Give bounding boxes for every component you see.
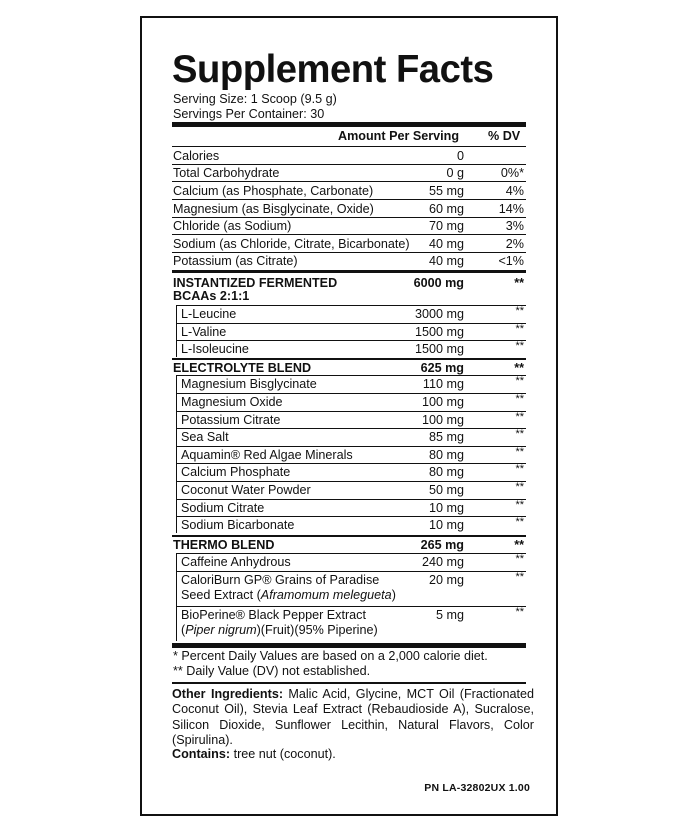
ingredient-amount: 100 mg xyxy=(421,413,464,427)
ingredient-dv: ** xyxy=(515,571,524,583)
sub-row-rule xyxy=(177,553,526,554)
sub-row-rule xyxy=(177,446,526,447)
sub-indent-line xyxy=(176,375,177,533)
ingredient-amount: 80 mg xyxy=(428,448,464,462)
rule xyxy=(172,146,526,147)
servings-per-container: Servings Per Container: 30 xyxy=(173,107,325,121)
nutrient-amount: 0 xyxy=(456,149,464,163)
ingredient-name-line1: CaloriBurn GP® Grains of Paradise xyxy=(181,573,380,587)
ingredient-amount: 85 mg xyxy=(428,430,464,444)
other-ingredients xyxy=(172,687,534,748)
sub-row-rule xyxy=(177,516,526,517)
nutrient-dv: 2% xyxy=(505,237,524,251)
ingredient-dv: ** xyxy=(515,446,524,458)
ingredient-name-part: ) xyxy=(391,588,396,602)
sub-indent-line xyxy=(176,553,177,641)
ingredient-amount: 20 mg xyxy=(428,573,464,587)
electrolyte-blend-name: ELECTROLYTE BLEND xyxy=(173,361,312,375)
rule-ingredients xyxy=(172,682,526,684)
dv-header: % DV xyxy=(488,129,521,143)
row-rule xyxy=(172,252,526,253)
ingredient-dv: ** xyxy=(515,463,524,475)
ingredient-amount: 3000 mg xyxy=(414,307,464,321)
contains xyxy=(172,747,534,762)
row-rule xyxy=(172,234,526,235)
thermo-blend-dv: ** xyxy=(514,538,524,552)
ingredient-latin-name: Aframomum melegueta xyxy=(260,588,392,602)
nutrient-amount: 40 mg xyxy=(428,254,464,268)
footnote-not-established: ** Daily Value (DV) not established. xyxy=(173,664,371,678)
part-number: PN LA-32802UX 1.00 xyxy=(424,782,530,794)
ingredient-amount: 1500 mg xyxy=(414,325,464,339)
sub-indent-line xyxy=(176,305,177,357)
nutrient-dv: 4% xyxy=(505,184,524,198)
thick-rule-bcaa xyxy=(172,270,526,273)
nutrient-dv: 14% xyxy=(498,202,524,216)
nutrient-name: Chloride (as Sodium) xyxy=(173,219,292,233)
other-ingredients-label: Other Ingredients: xyxy=(172,687,284,701)
ingredient-amount: 5 mg xyxy=(436,608,464,622)
sub-row-rule xyxy=(177,340,526,341)
ingredient-amount: 1500 mg xyxy=(414,342,464,356)
nutrient-amount: 60 mg xyxy=(428,202,464,216)
sub-row-rule xyxy=(177,375,526,376)
row-rule xyxy=(172,217,526,218)
serving-size: Serving Size: 1 Scoop (9.5 g) xyxy=(173,92,337,106)
nutrient-amount: 0 g xyxy=(446,166,464,180)
nutrient-name: Total Carbohydrate xyxy=(173,166,280,180)
ingredient-name: Potassium Citrate xyxy=(181,413,281,427)
sub-row-rule xyxy=(177,481,526,482)
rule xyxy=(172,535,526,537)
nutrient-name: Calories xyxy=(173,149,220,163)
sub-row-rule xyxy=(177,393,526,394)
ingredient-dv: ** xyxy=(515,375,524,387)
sub-row-rule xyxy=(177,323,526,324)
bcaa-blend-amount: 6000 mg xyxy=(413,276,464,290)
ingredient-name: L-Isoleucine xyxy=(181,342,249,356)
ingredient-amount: 50 mg xyxy=(428,483,464,497)
ingredient-dv: ** xyxy=(515,411,524,423)
footnote-dv: * Percent Daily Values are based on a 2,000 calorie diet. xyxy=(173,649,488,663)
nutrient-dv: 0%* xyxy=(500,166,524,180)
nutrient-dv: <1% xyxy=(498,254,524,268)
sub-row-rule xyxy=(177,499,526,500)
sub-row-rule xyxy=(177,606,526,607)
ingredient-name: L-Valine xyxy=(181,325,227,339)
electrolyte-blend-dv: ** xyxy=(514,361,524,375)
ingredient-name: Coconut Water Powder xyxy=(181,483,311,497)
ingredient-name-line1: BioPerine® Black Pepper Extract xyxy=(181,608,366,622)
ingredient-dv: ** xyxy=(515,340,524,352)
ingredient-dv: ** xyxy=(515,553,524,565)
ingredient-name: Magnesium Bisglycinate xyxy=(181,377,317,391)
ingredient-name-part: ( xyxy=(181,623,186,637)
ingredient-amount: 10 mg xyxy=(428,518,464,532)
ingredient-name: Sodium Citrate xyxy=(181,501,265,515)
ingredient-dv: ** xyxy=(515,516,524,528)
ingredient-amount: 100 mg xyxy=(421,395,464,409)
nutrient-amount: 55 mg xyxy=(428,184,464,198)
ingredient-dv: ** xyxy=(515,305,524,317)
thick-rule-top xyxy=(172,122,526,127)
ingredient-dv: ** xyxy=(515,323,524,335)
ingredient-name: Magnesium Oxide xyxy=(181,395,283,409)
sub-row-rule xyxy=(177,571,526,572)
ingredient-amount: 240 mg xyxy=(421,555,464,569)
ingredient-amount: 110 mg xyxy=(422,377,464,391)
ingredient-dv: ** xyxy=(515,393,524,405)
bcaa-blend-name-2: BCAAs 2:1:1 xyxy=(173,289,250,303)
ingredient-name-part: )(Fruit)(95% Piperine) xyxy=(256,623,378,637)
bcaa-blend-name: INSTANTIZED FERMENTED xyxy=(173,276,338,290)
electrolyte-blend-amount: 625 mg xyxy=(420,361,464,375)
nutrient-amount: 40 mg xyxy=(428,237,464,251)
row-rule xyxy=(172,181,526,182)
thick-rule-footnotes xyxy=(172,643,526,648)
sub-row-rule xyxy=(177,305,526,306)
ingredient-name: L-Leucine xyxy=(181,307,237,321)
amount-header: Amount Per Serving xyxy=(338,129,460,143)
other-ingredients-text: Malic Acid, Glycine, MCT Oil (Fractionated Coconut Oil), Stevia Leaf Extract (Rebaudioside A), Sucralose, Silicon Dioxide, Sunflower Lecithin, Natural Flavors, Color (Spirulina). xyxy=(172,687,534,747)
sub-row-rule xyxy=(177,428,526,429)
sub-row-rule xyxy=(177,411,526,412)
nutrient-name: Potassium (as Citrate) xyxy=(173,254,298,268)
nutrient-name: Magnesium (as Bisglycinate, Oxide) xyxy=(173,202,374,216)
sub-row-rule xyxy=(177,463,526,464)
ingredient-name: Sodium Bicarbonate xyxy=(181,518,295,532)
label-title: Supplement Facts xyxy=(172,48,494,91)
nutrient-amount: 70 mg xyxy=(428,219,464,233)
bcaa-blend-dv: ** xyxy=(514,276,524,290)
ingredient-amount: 80 mg xyxy=(428,465,464,479)
row-rule xyxy=(172,164,526,165)
ingredient-name: Calcium Phosphate xyxy=(181,465,291,479)
ingredient-latin-name: Piper nigrum xyxy=(185,623,257,637)
contains-label: Contains: xyxy=(172,747,231,761)
nutrient-dv: 3% xyxy=(505,219,524,233)
nutrient-name: Sodium (as Chloride, Citrate, Bicarbonate) xyxy=(173,237,410,251)
rule xyxy=(172,358,526,360)
contains-text: tree nut (coconut). xyxy=(233,747,336,761)
ingredient-name: Aquamin® Red Algae Minerals xyxy=(181,448,353,462)
thermo-blend-name: THERMO BLEND xyxy=(173,538,275,552)
ingredient-name-part: Seed Extract ( xyxy=(181,588,261,602)
ingredient-amount: 10 mg xyxy=(428,501,464,515)
ingredient-name-line2 xyxy=(181,624,378,637)
ingredient-dv: ** xyxy=(515,428,524,440)
ingredient-name: Sea Salt xyxy=(181,430,229,444)
ingredient-dv: ** xyxy=(515,481,524,493)
nutrient-name: Calcium (as Phosphate, Carbonate) xyxy=(173,184,374,198)
ingredient-dv: ** xyxy=(515,499,524,511)
thermo-blend-amount: 265 mg xyxy=(420,538,464,552)
ingredient-name-line2 xyxy=(181,589,396,602)
row-rule xyxy=(172,199,526,200)
ingredient-name: Caffeine Anhydrous xyxy=(181,555,291,569)
ingredient-dv: ** xyxy=(515,606,524,618)
